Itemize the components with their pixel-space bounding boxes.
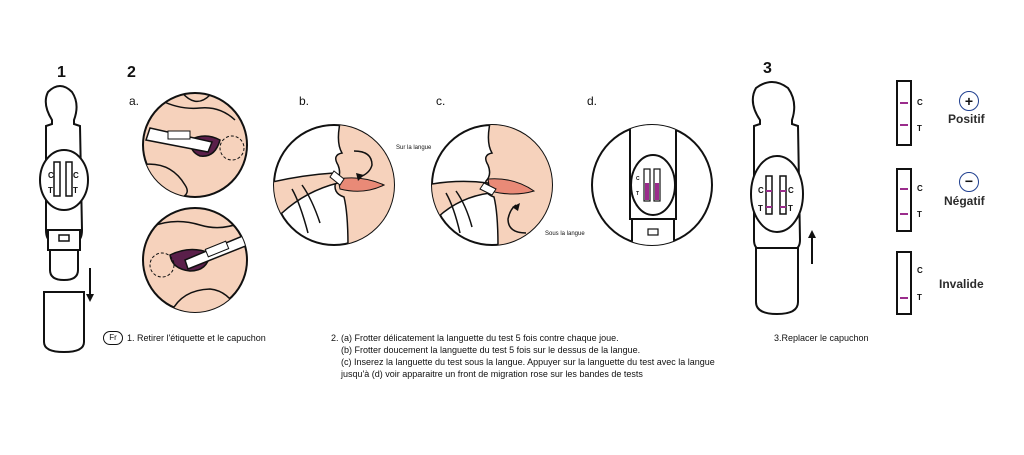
step-3-number: 3 <box>763 60 772 77</box>
strip-letter-c: C <box>758 186 764 195</box>
substep-a-label: a. <box>129 94 140 108</box>
illustration-under-tongue <box>430 123 554 247</box>
step-1-number: 1 <box>57 64 66 81</box>
strip-letter-t: T <box>788 204 793 213</box>
control-line <box>900 188 908 190</box>
positive-symbol-icon: + <box>959 91 979 111</box>
step-2-number: 2 <box>127 64 136 81</box>
strip-letter-t: T <box>917 293 922 302</box>
result-label-invalid: Invalide <box>939 277 984 291</box>
step-2-caption-line-3: (c) Inserez la languette du test sous la langue. Appuyer sur la languette du test avec la langue <box>341 357 715 367</box>
result-strip-invalid <box>896 251 912 315</box>
substep-b-label: b. <box>299 94 310 108</box>
result-label-negative: Négatif <box>944 194 985 208</box>
step-1-caption: 1. Retirer l'étiquette et le capuchon <box>127 333 266 343</box>
strip-letter-c: C <box>636 176 640 182</box>
strip-letter-t: T <box>636 191 640 197</box>
strip-letter-c: C <box>917 184 923 193</box>
test-line <box>900 213 908 215</box>
strip-letter-c: C <box>917 98 923 107</box>
strip-letter-c: C <box>48 171 54 180</box>
strip-letter-t: T <box>917 210 922 219</box>
step-2-caption-line-1: 2. (a) Frotter délicatement la languette du test 5 fois contre chaque joue. <box>331 333 619 343</box>
illustration-cheek-swab-bottom <box>140 205 250 315</box>
illustration-cheek-swab-top <box>140 90 250 200</box>
test-line <box>900 297 908 299</box>
strip-letter-t: T <box>73 186 78 195</box>
test-device-step1 <box>30 80 100 360</box>
control-line <box>900 102 908 104</box>
label-on-tongue: Sur la langue <box>396 145 432 151</box>
test-line <box>900 124 908 126</box>
result-strip-negative <box>896 168 912 232</box>
strip-letter-t: T <box>917 124 922 133</box>
strip-letter-t: T <box>48 186 53 195</box>
illustration-on-tongue <box>272 123 396 247</box>
strip-letter-c: C <box>917 266 923 275</box>
language-badge: Fr <box>103 331 123 345</box>
strip-letter-t: T <box>758 204 763 213</box>
label-under-tongue: Sous la langue <box>545 231 585 237</box>
step-3-caption: 3.Replacer le capuchon <box>774 333 869 343</box>
illustration-device-closeup <box>590 123 714 247</box>
strip-letter-c: C <box>73 171 79 180</box>
substep-d-label: d. <box>587 94 598 108</box>
step3-test-lines <box>742 76 832 326</box>
result-label-positive: Positif <box>948 112 985 126</box>
substep-c-label: c. <box>436 94 446 108</box>
result-strip-positive <box>896 80 912 146</box>
step-2-caption-line-2: (b) Frotter doucement la languette du test 5 fois sur le dessus de la langue. <box>341 345 641 355</box>
strip-letter-c: C <box>788 186 794 195</box>
negative-symbol-icon: − <box>959 172 979 192</box>
step-2-caption-line-4: jusqu'à (d) voir apparaitre un front de migration rose sur les bandes de tests <box>341 369 643 379</box>
